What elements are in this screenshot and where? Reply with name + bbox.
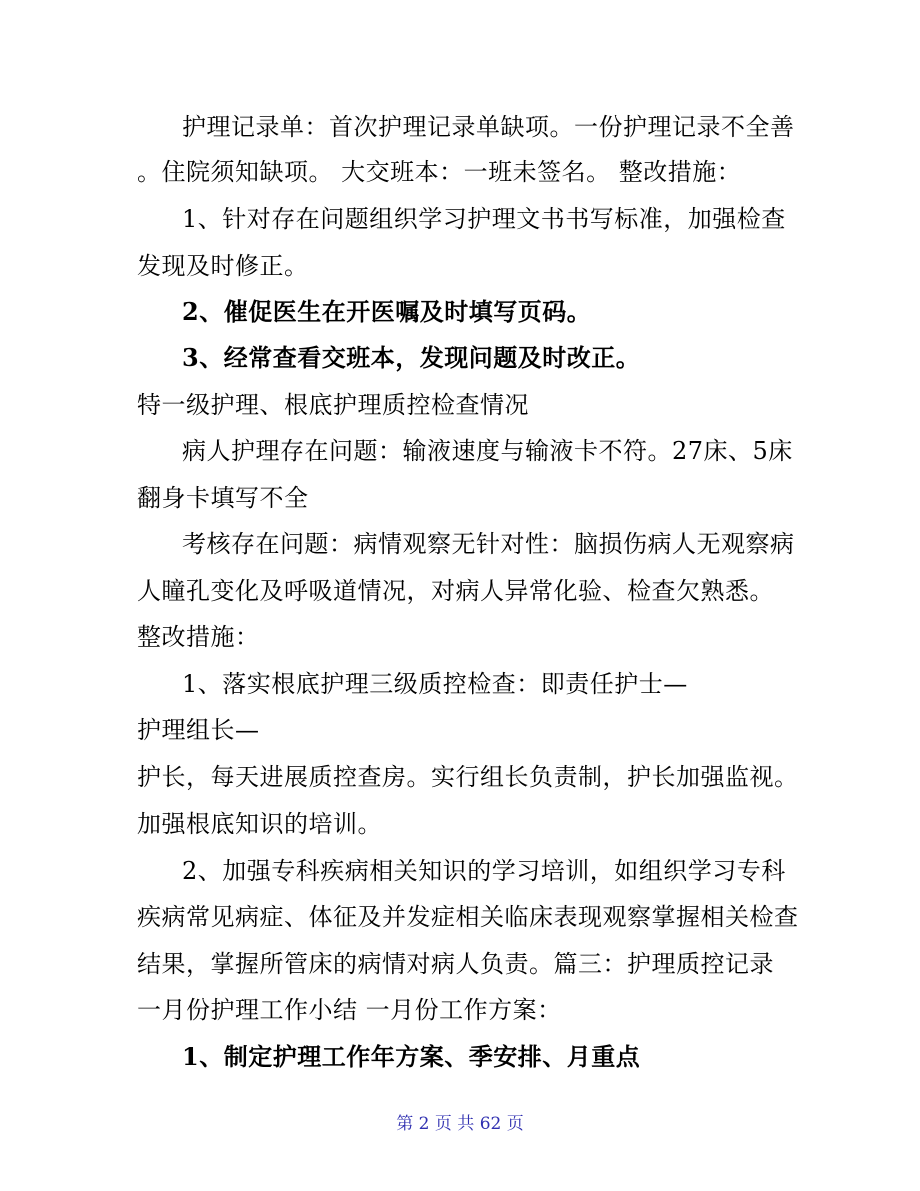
paragraph-line: 结果，掌握所管床的病情对病人负责。篇三：护理质控记录 xyxy=(137,950,774,978)
paragraph-line: 护长，每天进展质控查房。实行组长负责制，护长加强监视。 xyxy=(137,763,799,791)
paragraph-line: 2、催促医生在开医嘱及时填写页码。 xyxy=(182,297,592,326)
paragraph-line: 人瞳孔变化及呼吸道情况，对病人异常化验、检查欠熟悉。 xyxy=(137,577,774,605)
paragraph-line: 考核存在问题：病情观察无针对性：脑损伤病人无观察病 xyxy=(182,530,795,558)
paragraph-line: 1、针对存在问题组织学习护理文书书写标准，加强检查 xyxy=(182,205,786,233)
paragraph-line: 加强根底知识的培训。 xyxy=(137,810,382,838)
paragraph-line: 疾病常见病症、体征及并发症相关临床表现观察掌握相关检查 xyxy=(137,903,799,931)
paragraph-line: 发现及时修正。 xyxy=(137,252,309,280)
paragraph-line: 一月份护理工作小结 一月份工作方案： xyxy=(137,996,562,1024)
paragraph-line: 1、制定护理工作年方案、季安排、月重点 xyxy=(182,1042,641,1071)
paragraph-line: 病人护理存在问题：输液速度与输液卡不符。27床、5床 xyxy=(182,437,793,465)
paragraph-line: 整改措施： xyxy=(137,623,260,651)
paragraph-line: 3、经常查看交班本，发现问题及时改正。 xyxy=(182,343,641,372)
paragraph-line: 。住院须知缺项。 大交班本：一班未签名。 整改措施： xyxy=(137,158,742,186)
section-heading: 特一级护理、根底护理质控检查情况 xyxy=(137,391,529,419)
paragraph-line: 1、落实根底护理三级质控检查：即责任护士— xyxy=(182,670,688,698)
paragraph-line: 护理组长— xyxy=(137,716,260,744)
paragraph-line: 2、加强专科疾病相关知识的学习培训，如组织学习专科 xyxy=(182,857,786,885)
paragraph-line: 护理记录单：首次护理记录单缺项。一份护理记录不全善 xyxy=(182,113,795,141)
page-number-footer: 第 2 页 共 62 页 xyxy=(396,1114,524,1134)
paragraph-line: 翻身卡填写不全 xyxy=(137,484,309,512)
